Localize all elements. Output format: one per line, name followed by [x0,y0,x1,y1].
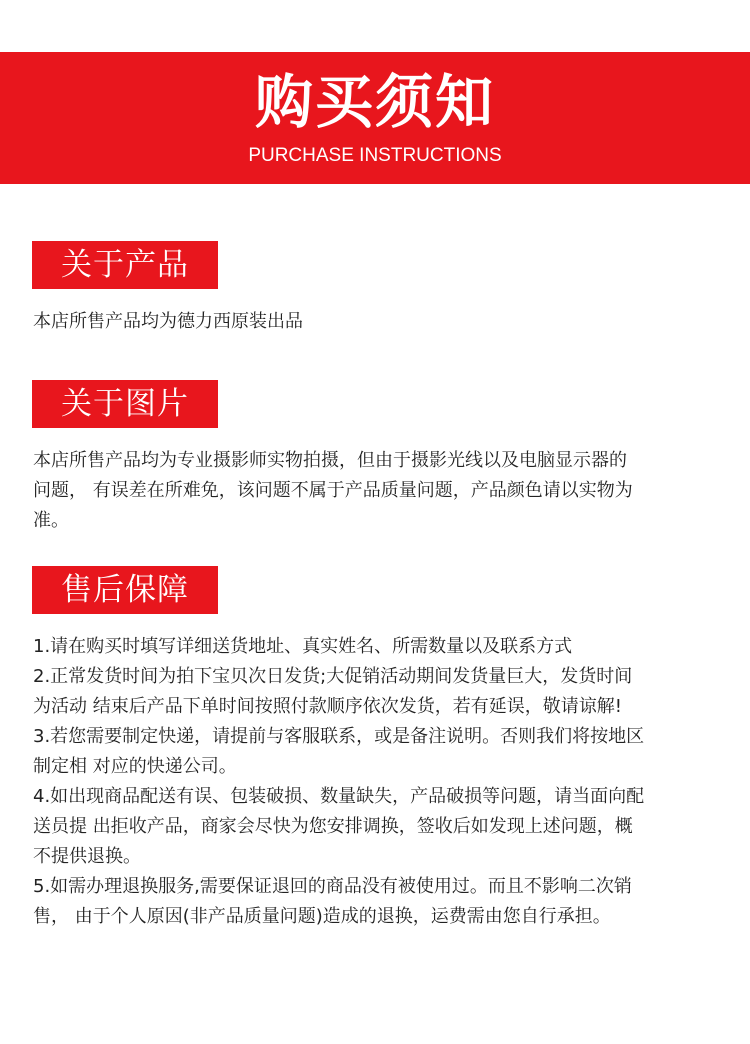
page-subtitle: PURCHASE INSTRUCTIONS [248,145,502,166]
section-heading-product: 关于产品 [32,241,218,289]
section-body-product [33,307,723,337]
text-line: 4.如出现商品配送有误、包装破损、数量缺失，产品破损等问题，请当面向配 [33,786,645,807]
text-line: 送员提 出拒收产品，商家会尽快为您安排调换，签收后如发现上述问题，概 [33,816,633,837]
page-title: 购买须知 [254,68,495,136]
text-line: 准。 [33,510,69,531]
text-line: 为活动 结束后产品下单时间按照付款顺序依次发货，若有延误，敬请谅解! [33,696,622,717]
text-line: 3.若您需要制定快递，请提前与客服联系，或是备注说明。否则我们将按地区 [33,726,645,747]
text-line: 问题， 有误差在所难免，该问题不属于产品质量问题，产品颜色请以实物为 [33,480,633,501]
text-line: 不提供退换。 [33,846,141,867]
section-body-images [33,446,723,536]
text-line: 制定相 对应的快递公司。 [33,756,237,777]
text-line: 5.如需办理退换服务,需要保证退回的商品没有被使用过。而且不影响二次销 [33,876,632,897]
section-heading-after-sales: 售后保障 [32,566,218,614]
text-line: 本店所售产品均为德力西原装出品 [33,311,303,332]
section-heading-images: 关于图片 [32,380,218,428]
text-line: 售， 由于个人原因(非产品质量问题)造成的退换，运费需由您自行承担。 [33,906,611,927]
section-body-after-sales [33,632,723,932]
text-line: 2.正常发货时间为拍下宝贝次日发货;大促销活动期间发货量巨大，发货时间 [33,666,633,687]
text-line: 1.请在购买时填写详细送货地址、真实姓名、所需数量以及联系方式 [33,636,573,657]
header-banner [0,52,750,184]
text-line: 本店所售产品均为专业摄影师实物拍摄，但由于摄影光线以及电脑显示器的 [33,450,627,471]
